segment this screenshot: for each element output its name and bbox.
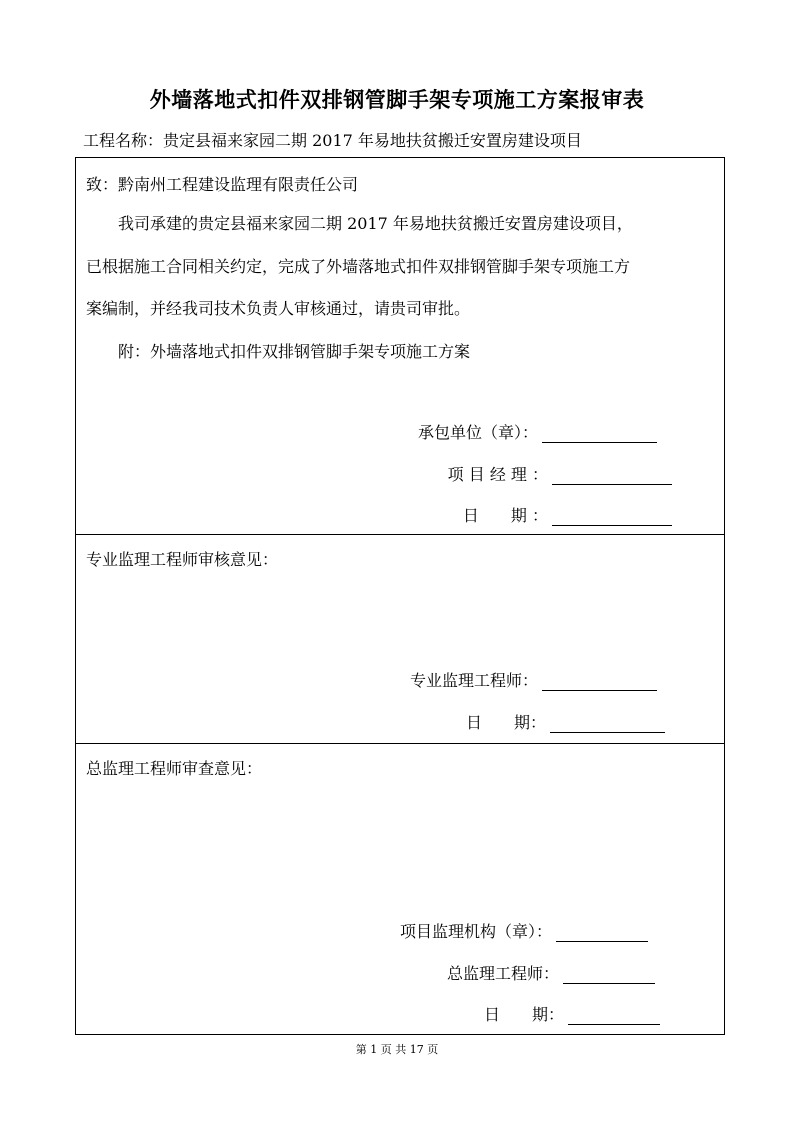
submission-date-label: 日 期 ： [462,506,548,525]
addressee: 致：黔南州工程建设监理有限责任公司 [86,175,359,194]
supervision-org-sign-field[interactable] [556,923,648,942]
submission-date-field[interactable] [552,507,672,526]
project-name-line [83,128,582,151]
project-manager-label: 项 目 经 理 ： [447,465,548,484]
submission-section [76,158,724,535]
engineer-date-row [466,710,665,733]
body-line-3: 案编制，并经我司技术负责人审核通过，请贵司审批。 [86,299,471,318]
chief-engineer-sign-field[interactable] [563,965,655,984]
body-line-2: 已根据施工合同相关约定，完成了外墙落地式扣件双排钢管脚手架专项施工方 [86,257,631,276]
engineer-label: 专业监理工程师： [410,671,539,690]
body-line-1: 我司承建的贵定县福来家园二期 2017 年易地扶贫搬迁安置房建设项目， [118,214,633,233]
approval-form-table [75,157,725,1035]
engineer-date-field[interactable] [550,714,665,733]
chief-review-section [76,744,724,1034]
chief-date-field[interactable] [568,1006,660,1025]
project-name-label: 工程名称： [83,131,164,150]
project-name-value: 贵定县福来家园二期 2017 年易地扶贫搬迁安置房建设项目 [163,131,582,150]
submission-date-row [418,503,672,526]
project-manager-sign-row [418,462,672,485]
chief-engineer-sign-row [447,961,655,984]
attachment-note: 附：外墙落地式扣件双排钢管脚手架专项施工方案 [118,342,471,361]
contractor-sign-field[interactable] [542,424,657,443]
supervision-org-label: 项目监理机构（章）： [400,922,553,941]
engineer-review-section [76,535,724,744]
supervision-org-sign-row [400,919,648,942]
page-title: 外墙落地式扣件双排钢管脚手架专项施工方案报审表 [149,87,645,112]
contractor-label: 承包单位（章）： [418,423,539,442]
engineer-sign-row [410,668,657,691]
chief-date-label: 日 期： [484,1005,565,1024]
engineer-review-heading: 专业监理工程师审核意见： [86,550,279,569]
contractor-sign-row [418,420,657,443]
page-footer: 第 1 页 共 17 页 [355,1043,439,1056]
chief-review-heading: 总监理工程师审查意见： [86,759,263,778]
engineer-date-label: 日 期： [466,713,547,732]
chief-engineer-label: 总监理工程师： [447,964,560,983]
engineer-sign-field[interactable] [542,672,657,691]
project-manager-sign-field[interactable] [552,466,672,485]
chief-date-row [484,1002,660,1025]
